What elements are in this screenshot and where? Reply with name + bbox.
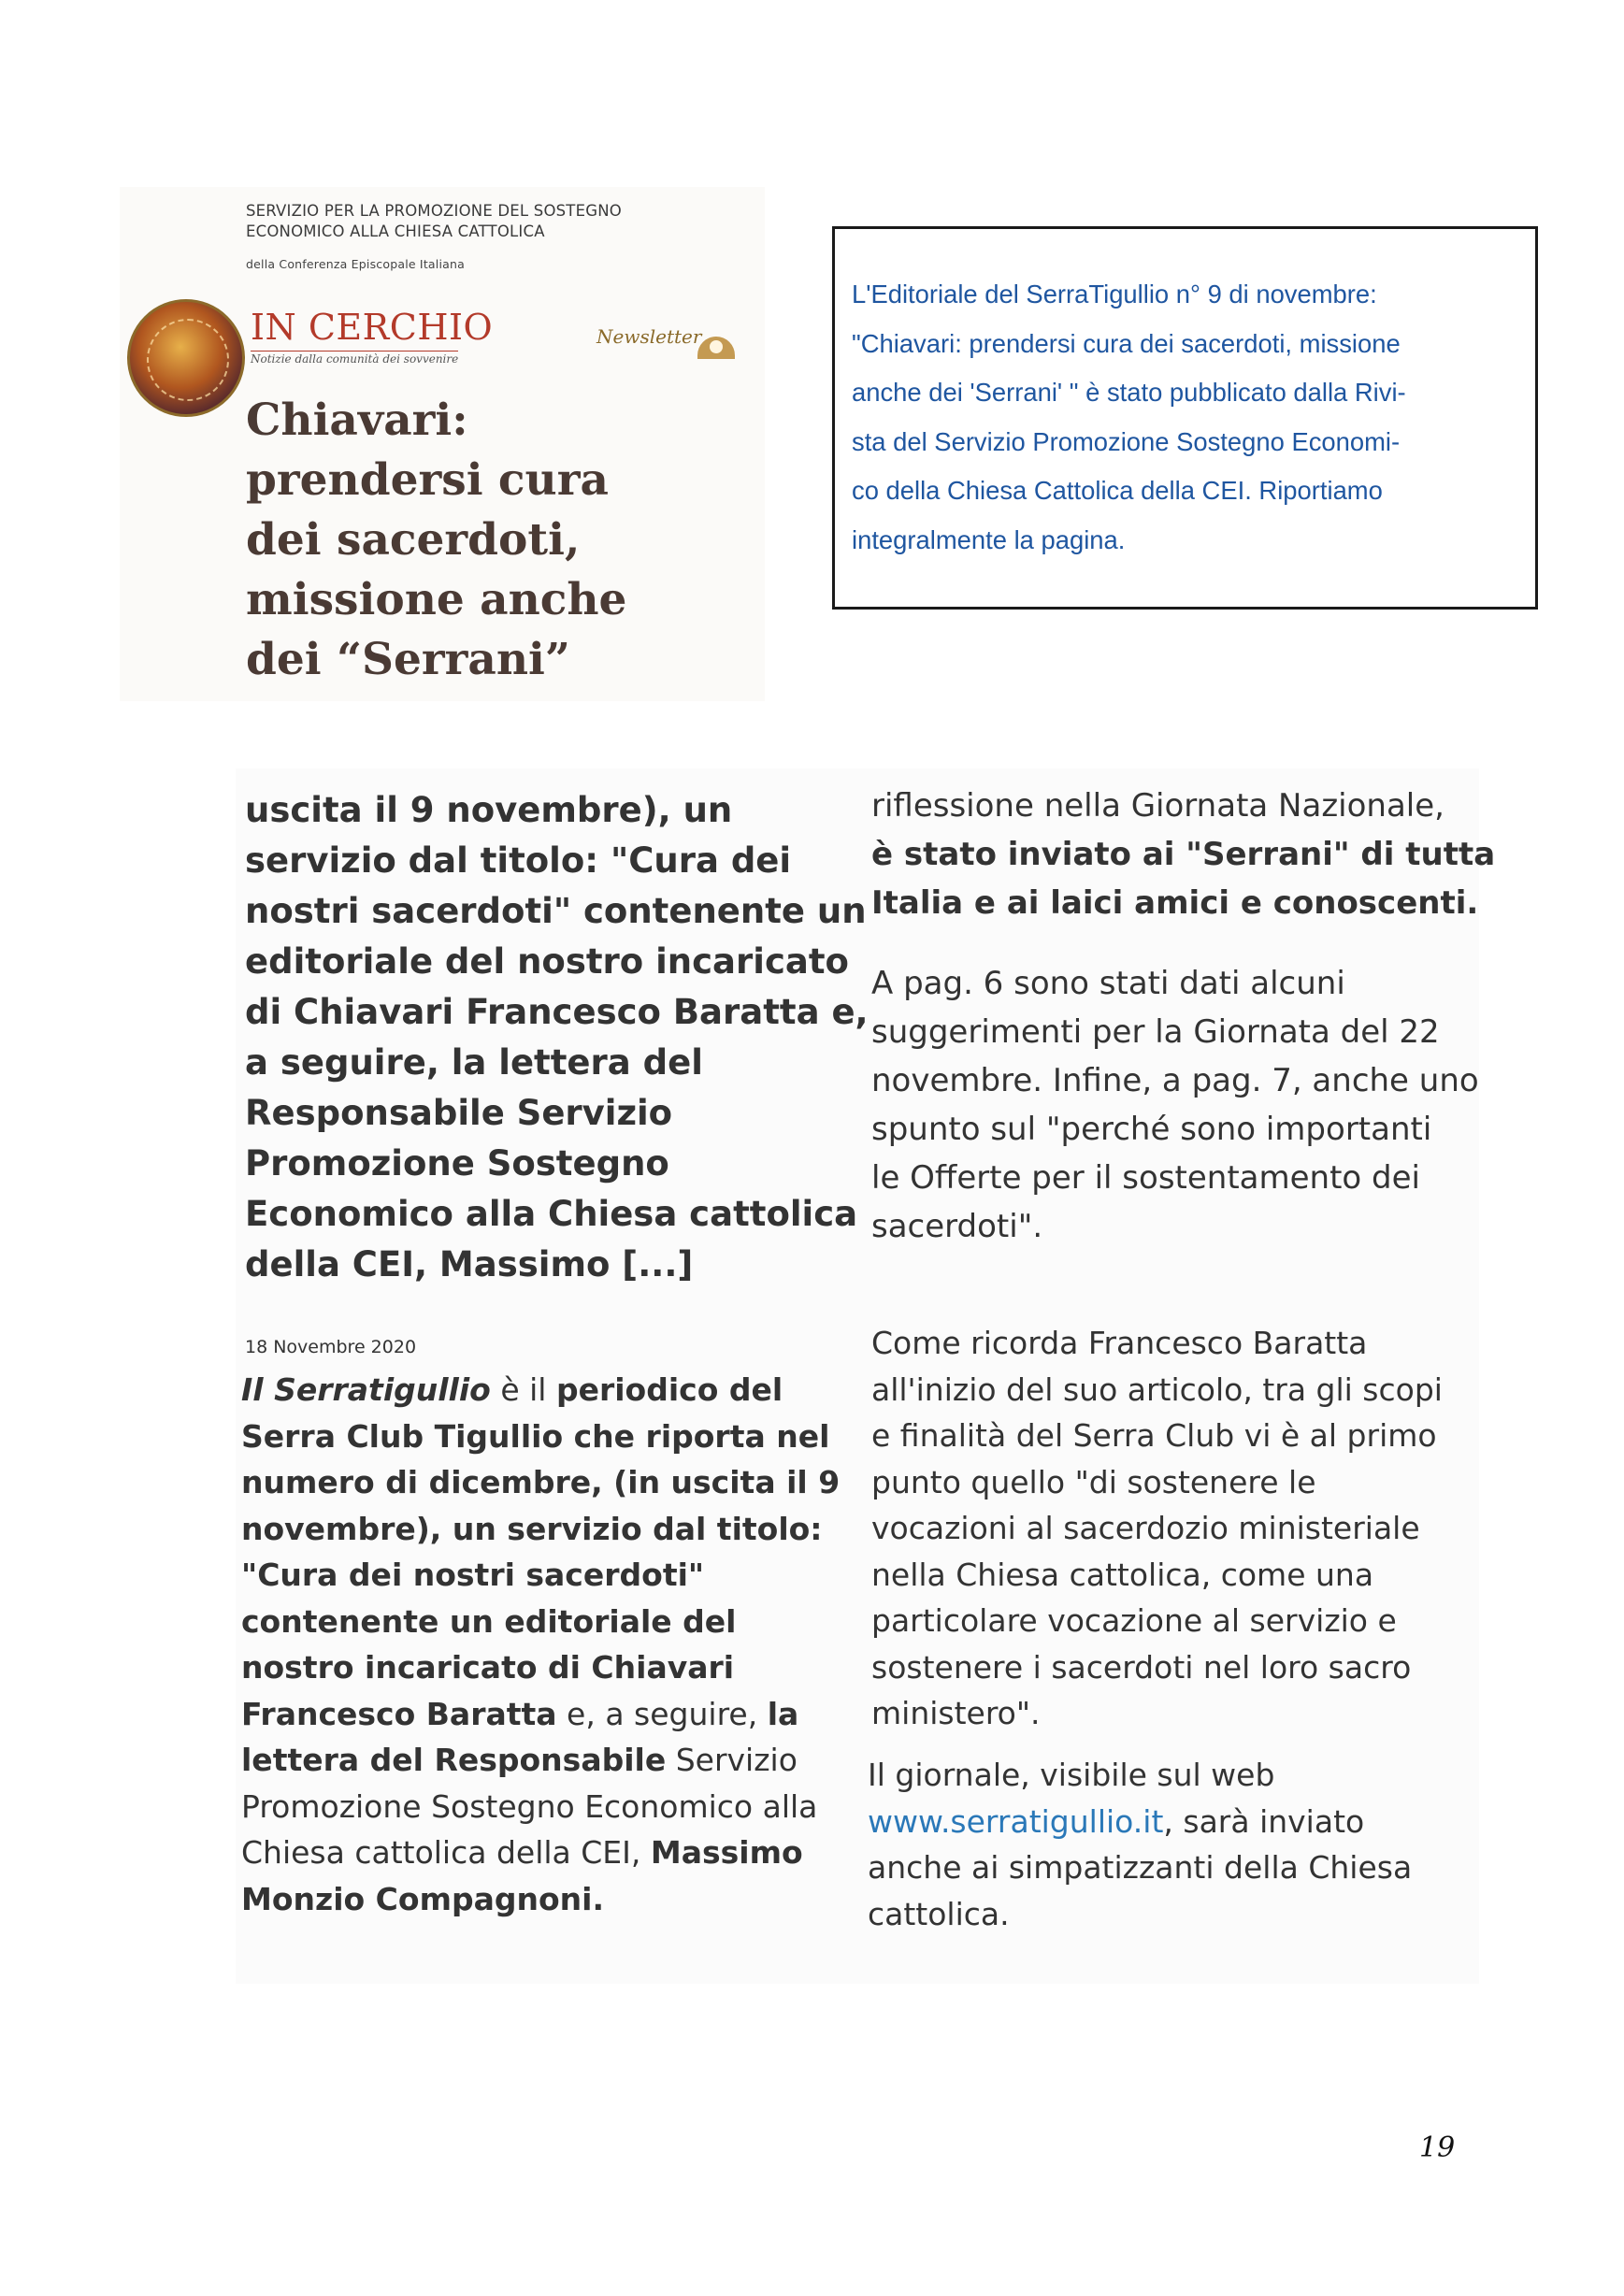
text-line: le Offerte per il sostentamento dei xyxy=(871,1159,1420,1197)
text-line: servizio dal titolo: "Cura dei xyxy=(245,840,792,881)
text-line: A pag. 6 sono stati dati alcuni xyxy=(871,965,1345,1002)
editorial-line: co della Chiesa Cattolica della CEI. Riportiamo xyxy=(852,476,1383,505)
text-line: sacerdoti". xyxy=(871,1208,1043,1245)
text-line: spunto sul "perché sono importanti xyxy=(871,1111,1432,1148)
text-line: all'inizio del suo articolo, tra gli scopi xyxy=(871,1370,1443,1408)
text-line: Come ricorda Francesco Baratta xyxy=(871,1325,1368,1361)
text-fragment-bold: periodico del xyxy=(555,1371,783,1408)
headline-line: dei sacerdoti, xyxy=(246,514,581,566)
text-line: punto quello "di sostenere le xyxy=(871,1463,1316,1500)
article-date: 18 Novembre 2020 xyxy=(245,1337,417,1357)
conference-line: della Conferenza Episcopale Italiana xyxy=(246,257,465,271)
headline-line: missione anche xyxy=(246,574,627,625)
text-line: e finalità del Serra Club vi è al primo xyxy=(871,1417,1437,1454)
newsletter-emblem-icon xyxy=(697,337,735,359)
text-line: novembre. Infine, a pag. 7, anche uno xyxy=(871,1062,1479,1099)
text-line: vocazioni al sacerdozio ministeriale xyxy=(871,1510,1420,1546)
website-link[interactable]: www.serratigullio.it xyxy=(868,1802,1164,1840)
text-line: cattolica. xyxy=(868,1895,1010,1932)
article-right-bottom xyxy=(871,1320,1443,1737)
text-line: anche ai simpatizzanti della Chiesa xyxy=(868,1849,1413,1886)
headline-line: dei “Serrani” xyxy=(246,634,570,685)
text-line-bold: "Cura dei nostri sacerdoti" xyxy=(241,1557,705,1593)
editorial-line: "Chiavari: prendersi cura dei sacerdoti, missione xyxy=(852,328,1401,358)
text-line: della CEI, Massimo [...] xyxy=(245,1244,694,1284)
text-line-bold: contenente un editoriale del xyxy=(241,1602,737,1640)
article-right-bottom-paragraph-2 xyxy=(868,1752,1412,1937)
text-line-bold: Italia e ai laici amici e conoscenti. xyxy=(871,884,1479,922)
text-line xyxy=(241,1691,840,1738)
headline xyxy=(246,391,626,690)
service-line-2: ECONOMICO ALLA CHIESA CATTOLICA xyxy=(246,222,545,240)
text-line-bold: è stato inviato ai "Serrani" di tutta xyxy=(871,836,1496,873)
service-line-1: SERVIZIO PER LA PROMOZIONE DEL SOSTEGNO xyxy=(246,202,622,220)
editorial-line: L'Editoriale del SerraTigullio n° 9 di novembre: xyxy=(852,280,1377,309)
text-line-bold: Monzio Compagnoni. xyxy=(241,1880,604,1917)
article-right-top xyxy=(871,782,1495,927)
header-clipping xyxy=(120,187,765,701)
text-line xyxy=(241,1737,840,1784)
text-line: ministero". xyxy=(871,1695,1041,1731)
text-line: particolare vocazione al servizio e xyxy=(871,1602,1397,1639)
article-clipping xyxy=(236,768,1496,1984)
headline-line: prendersi cura xyxy=(246,454,609,506)
newsletter-label: Newsletter xyxy=(596,325,702,348)
article-left-top xyxy=(245,785,869,1290)
text-fragment: Chiesa cattolica della CEI, xyxy=(241,1834,651,1871)
text-line: nostri sacerdoti" contenente un xyxy=(245,891,867,931)
text-line-bold: novembre), un servizio dal titolo: xyxy=(241,1510,823,1547)
text-line: Promozione Sostegno Economico alla xyxy=(241,1787,818,1825)
text-line: Il giornale, visibile sul web xyxy=(868,1757,1275,1793)
text-fragment-bold: Massimo xyxy=(650,1834,803,1871)
text-line: riflessione nella Giornata Nazionale, xyxy=(871,787,1444,825)
text-fragment-bold: lettera del Responsabile xyxy=(241,1742,667,1778)
magazine-tagline: Notizie dalla comunità dei sovvenire xyxy=(251,352,459,366)
text-line: sostenere i sacerdoti nel loro sacro xyxy=(871,1648,1412,1686)
article-right-paragraph-2 xyxy=(871,959,1479,1251)
article-left-bottom xyxy=(241,1367,840,1922)
text-line-bold: Serra Club Tigullio che riporta nel xyxy=(241,1417,830,1455)
text-line xyxy=(241,1367,840,1413)
text-line-bold: nostro incaricato di Chiavari xyxy=(241,1649,735,1686)
headline-line: Chiavari: xyxy=(246,395,468,446)
editorial-note-box xyxy=(832,226,1538,610)
text-fragment-bold: la xyxy=(767,1695,799,1732)
text-line: suggerimenti per la Giornata del 22 xyxy=(871,1013,1440,1051)
magazine-name: IN CERCHIO xyxy=(251,307,494,348)
medal-logo-icon xyxy=(127,299,245,417)
text-fragment-bold: Francesco Baratta xyxy=(241,1695,557,1732)
editorial-line: sta del Servizio Promozione Sostegno Economi- xyxy=(852,426,1401,456)
editorial-note-text xyxy=(852,270,1518,565)
text-line: uscita il 9 novembre), un xyxy=(245,790,733,830)
publication-name: Il Serratigullio xyxy=(241,1371,491,1408)
text-line: editoriale del nostro incaricato xyxy=(245,941,849,982)
text-line: di Chiavari Francesco Baratta e, xyxy=(245,992,869,1032)
text-fragment: e, a seguire, xyxy=(556,1695,768,1732)
editorial-line: integralmente la pagina. xyxy=(852,524,1126,554)
text-line: nella Chiesa cattolica, come una xyxy=(871,1556,1374,1593)
text-line xyxy=(868,1799,1412,1845)
page-number: 19 xyxy=(1419,2131,1456,2164)
text-fragment: , sarà inviato xyxy=(1163,1802,1365,1840)
text-fragment: è il xyxy=(490,1371,556,1408)
text-line: Promozione Sostegno xyxy=(245,1143,669,1184)
editorial-line: anche dei 'Serrani' " è stato pubblicato dalla Rivi- xyxy=(852,378,1406,407)
text-line xyxy=(241,1830,840,1876)
text-fragment: Servizio xyxy=(666,1742,798,1778)
text-line: a seguire, la lettera del xyxy=(245,1042,703,1083)
text-line-bold: numero di dicembre, (in uscita il 9 xyxy=(241,1464,841,1500)
text-line: Economico alla Chiesa cattolica xyxy=(245,1194,858,1234)
text-line: Responsabile Servizio xyxy=(245,1093,673,1133)
